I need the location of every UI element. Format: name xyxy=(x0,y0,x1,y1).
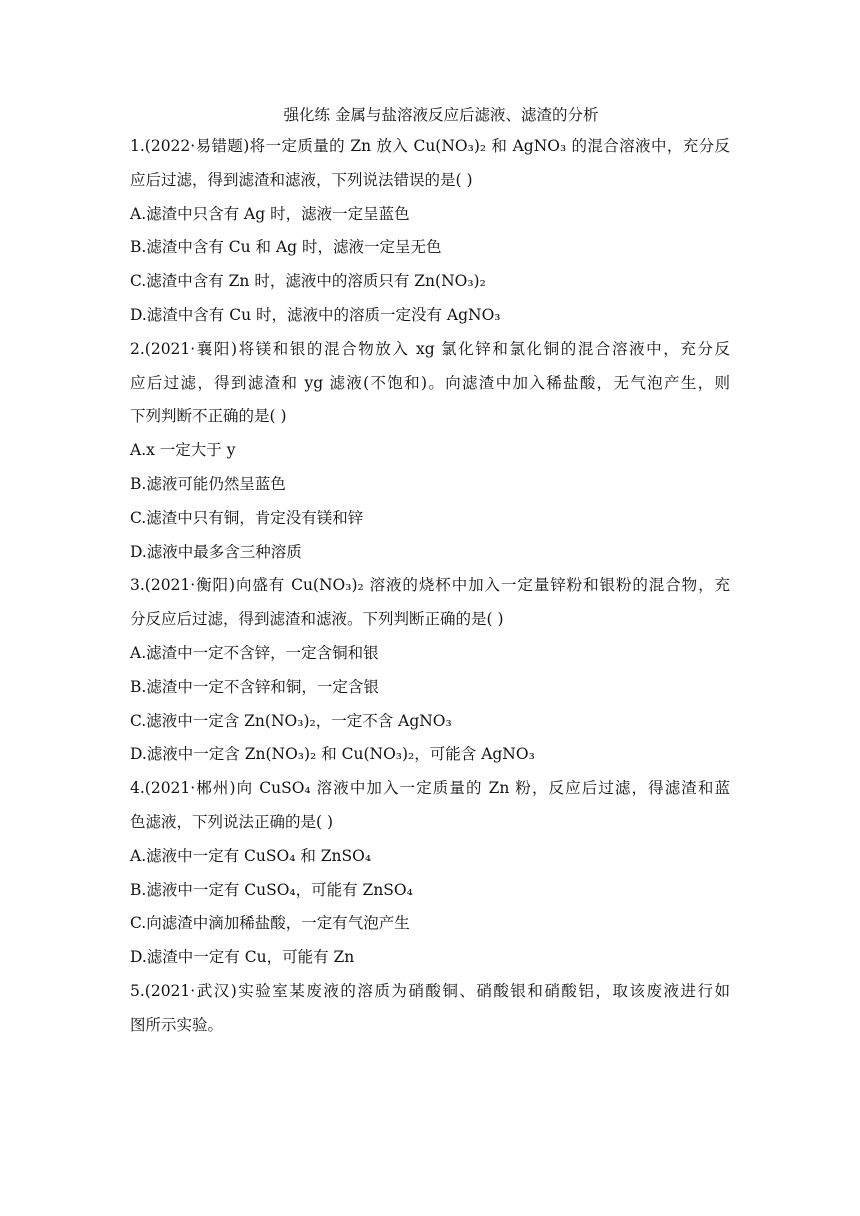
question-2 xyxy=(130,333,730,570)
question-1-stem-line-2: 应后过滤，得到滤渣和滤液，下列说法错误的是( ) xyxy=(130,170,473,189)
question-4-stem-line-1: 4.(2021·郴州)向 CuSO₄ 溶液中加入一定质量的 Zn 粉，反应后过滤，得滤渣和蓝 xyxy=(130,779,730,798)
question-4-option-a: A.滤液中一定有 CuSO₄ 和 ZnSO₄ xyxy=(130,846,372,865)
question-4-stem-line-2: 色滤液，下列说法正确的是( ) xyxy=(130,812,334,831)
question-1-option-b: B.滤渣中含有 Cu 和 Ag 时，滤液一定呈无色 xyxy=(130,238,442,257)
question-3-option-d: D.滤液中一定含 Zn(NO₃)₂ 和 Cu(NO₃)₂，可能含 AgNO₃ xyxy=(130,745,535,764)
question-3-option-a: A.滤渣中一定不含锌，一定含铜和银 xyxy=(130,643,379,662)
question-4 xyxy=(130,772,730,975)
question-2-stem-line-3: 下列判断不正确的是( ) xyxy=(130,407,287,426)
question-1-option-d: D.滤渣中含有 Cu 时，滤液中的溶质一定没有 AgNO₃ xyxy=(130,305,501,324)
question-2-option-d: D.滤液中最多含三种溶质 xyxy=(130,542,302,561)
question-3-stem-line-2: 分反应后过滤，得到滤渣和滤液。下列判断正确的是( ) xyxy=(130,610,504,629)
question-2-option-c: C.滤渣中只有铜，肯定没有镁和锌 xyxy=(130,508,364,527)
document-page xyxy=(130,100,730,1043)
question-5-stem-line-1: 5.(2021·武汉)实验室某废液的溶质为硝酸铜、硝酸银和硝酸铝，取该废液进行如 xyxy=(130,981,730,1000)
question-2-stem-line-1: 2.(2021·襄阳)将镁和银的混合物放入 xg 氯化锌和氯化铜的混合溶液中，充分反 xyxy=(130,339,730,358)
question-3-option-c: C.滤液中一定含 Zn(NO₃)₂，一定不含 AgNO₃ xyxy=(130,711,452,730)
question-3 xyxy=(130,569,730,772)
question-1-option-a: A.滤渣中只含有 Ag 时，滤液一定呈蓝色 xyxy=(130,204,410,223)
question-5 xyxy=(130,975,730,1043)
question-3-option-b: B.滤渣中一定不含锌和铜，一定含银 xyxy=(130,677,379,696)
question-2-option-b: B.滤液可能仍然呈蓝色 xyxy=(130,474,286,493)
question-2-option-a: A.x 一定大于 y xyxy=(130,441,236,460)
question-1 xyxy=(130,130,730,333)
page-title: 强化练 金属与盐溶液反应后滤液、滤渣的分析 xyxy=(283,106,599,124)
question-4-option-b: B.滤液中一定有 CuSO₄，可能有 ZnSO₄ xyxy=(130,880,413,899)
question-1-option-c: C.滤渣中含有 Zn 时，滤液中的溶质只有 Zn(NO₃)₂ xyxy=(130,272,486,291)
question-4-option-d: D.滤渣中一定有 Cu，可能有 Zn xyxy=(130,948,355,967)
question-4-option-c: C.向滤渣中滴加稀盐酸，一定有气泡产生 xyxy=(130,914,410,933)
question-1-stem-line-1: 1.(2022·易错题)将一定质量的 Zn 放入 Cu(NO₃)₂ 和 AgNO₃ 的混合溶液中，充分反 xyxy=(130,137,730,155)
question-3-stem-line-1: 3.(2021·衡阳)向盛有 Cu(NO₃)₂ 溶液的烧杯中加入一定量锌粉和银粉的混合物，充 xyxy=(130,576,730,595)
question-2-stem-line-2: 应后过滤，得到滤渣和 yg 滤液(不饱和)。向滤渣中加入稀盐酸，无气泡产生，则 xyxy=(130,373,730,392)
question-5-stem-line-2: 图所示实验。 xyxy=(130,1015,224,1034)
